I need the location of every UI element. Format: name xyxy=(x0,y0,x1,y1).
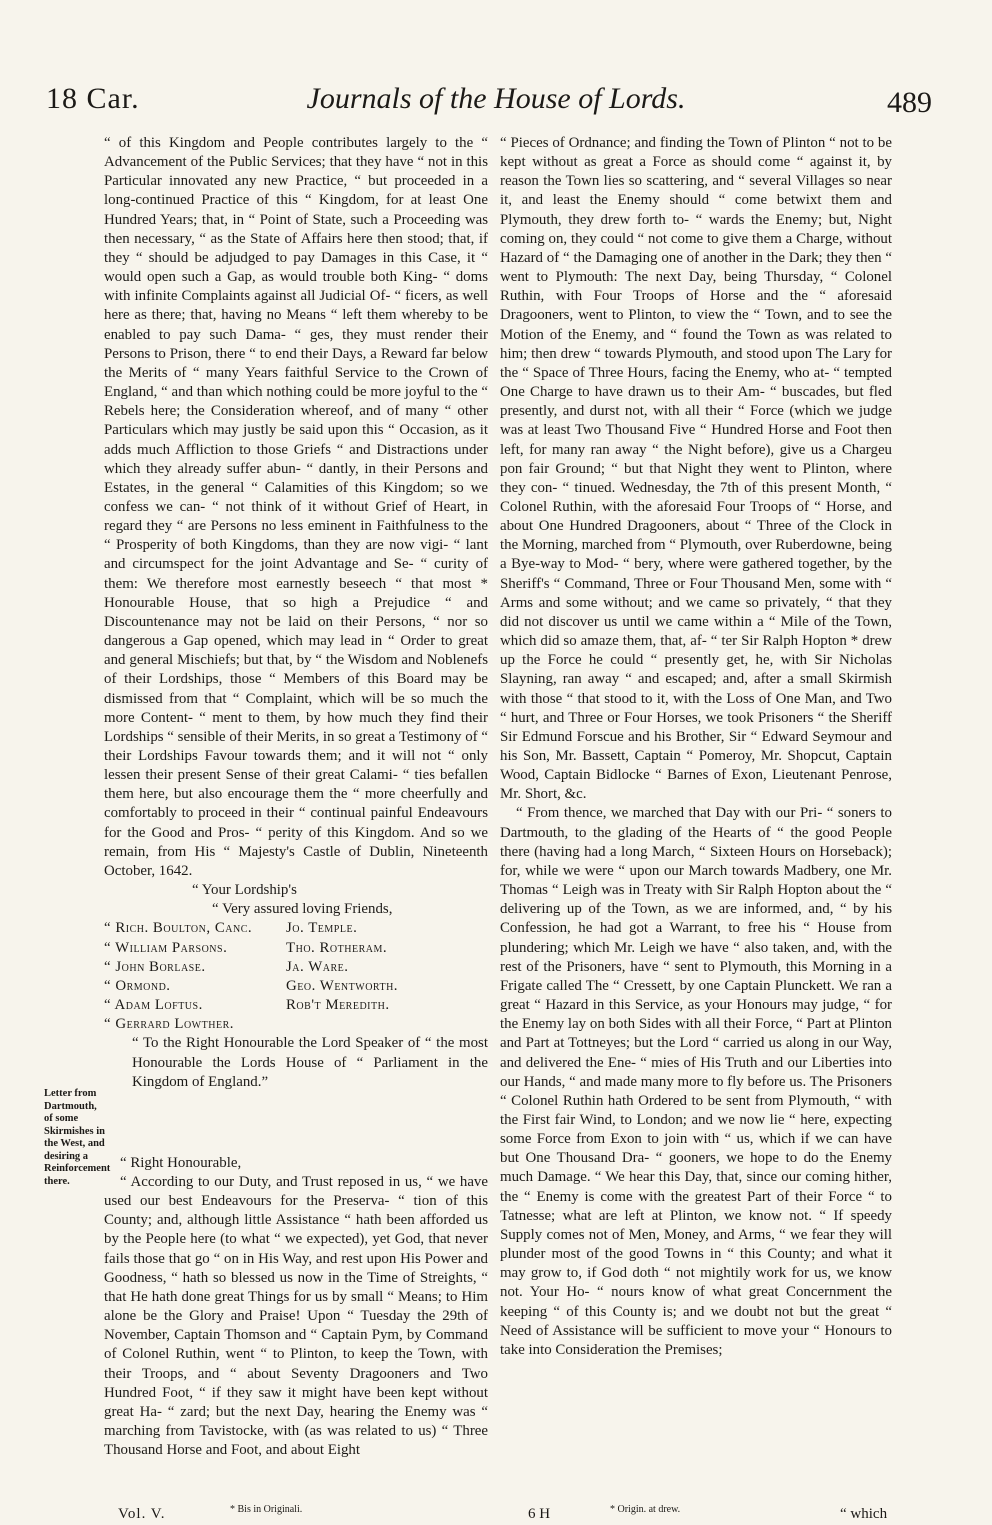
signatory: Rob't Meredith. xyxy=(286,997,390,1014)
signatory: “ John Borlase. xyxy=(104,958,206,975)
running-head-reign: 18 Car. xyxy=(46,82,140,115)
catchword: “ which xyxy=(840,1506,888,1522)
page-header xyxy=(0,76,992,126)
closing-line: “ Very assured loving Friends, xyxy=(212,901,393,918)
signatory: “ Adam Loftus. xyxy=(104,997,203,1014)
letter-body-paragraph: “ of this Kingdom and People contributes largely to the “ Advancement of the Public Services; that they have “ not in this Particular innovated any new Practice, “ but proceeded in a long-continued Practice of this “ Kingdom, for at least One Hundred Years; that, in “ Point of State, such a Proceeding was then necessary, “ as the State of Affairs here then stood; that, if they “ should be adjudged to pay Damages in this Case, it “ would open such a Gap, as would trouble both King- “ doms with infinite Complaints against all Judicial Of- “ ficers, as well here as there; that, having no Means “ left them whereby to be enabled to pay such Dama- “ ges, they must render their Persons to Prison, there “ to end their Days, a Reward far below the Merits of “ many Years faithful Service to the Crown of England, “ and than which nothing could be more joyful to the “ Rebels here; the Consideration whereof, and of many “ other Particulars which may justly be said upon this “ Occasion, as it adds much Affliction to those Griefs “ and Distractions under which they already suffer abun- “ dantly, in their Persons and Estates, in the general “ Calamities of this Kingdom; so we confess we can- “ not think of it without Grief of Heart, in regard they “ are Persons no less eminent in Faithfulness to the “ Prosperity of both Kingdoms, than they are now vigi- “ lant and circumspect for the joint Advantage and Se- “ curity of them: We therefore most earnestly beseech “ that most * Honourable House, that so high a Prejudice “ and Discountenance may not be laid on their Persons, “ nor so dangerous a Gap opened, which may lead in “ Order to great and general Mischiefs; but that, by “ the Wisdom and Noblenefs of their Lordships, those “ Members of this Board may be dismissed from that “ Complaint, which will be so much the more Content- “ ment to them, by how much they find their Lordships “ sensible of their Merits, in so great a Testimony of “ their Lordships Favour towards them; and it will not “ only lessen their present Sense of their great Calami- “ ties befallen them here, but also encourage them the “ more cheerfully and comfortably to proceed in their “ continual painful Endeavours for the Good and Pros- “ perity of this Kingdom. And so we remain, from His “ Majesty's Castle of Dublin, Nineteenth October, 1642. xyxy=(104,135,488,879)
closing-line: “ Your Lordship's xyxy=(192,882,297,899)
left-column xyxy=(104,134,488,1460)
signatory: “ William Parsons. xyxy=(104,939,228,956)
signatory: “ Gerrard Lowther. xyxy=(104,1016,234,1033)
signatories-list xyxy=(104,919,488,1034)
signatory: Ja. Ware. xyxy=(286,958,349,975)
signatory: Tho. Rotheram. xyxy=(286,939,388,956)
signatory: “ Rich. Boulton, Canc. xyxy=(104,920,253,937)
signatory: “ Ormond. xyxy=(104,977,171,994)
letter-body-paragraph: “ From thence, we marched that Day with our Pri- “ soners to Dartmouth, to the glading of the Hearts of “ the good People there (having had a long March, “ Sixteen Hours on Horseback); for, while we were “ upon our March towards Madbery, one Mr. Thomas “ Leigh was in Treaty with Sir Ralph Hopton about the “ delivering up of the Town, as we are informed, and, “ by his Confession, he had got a Warrant, to free his “ House from plundering; which Mr. Leigh we have “ also taken, and, with the rest of the Prisoners, have “ sent to Plymouth, this Morning in a Frigate called The “ Cressett, by one Captain Plunckett. We ran a great “ Hazard in this Service, as your Honours may judge, “ for the Enemy lay on both Sides with all their Force, “ Part at Plinton and Part at Tottneyes; but the Lord “ carried us along in our Way, and delivered the Ene- “ mies of His Truth and our Liberties into our Hands, “ and made many more to fly before us. The Prisoners “ Colonel Ruthin hath Ordered to be sent from Plymouth, “ with the First fair Wind, to London; and we now lie “ here, expecting some Force from Exon to join with “ us, which if we can have but One Thousand Dra- “ gooners, we hope to do the Enemy much Damage. “ We hear this Day, that, since our coming hither, the “ Enemy is come with the greatest Part of their Force “ to Tatnesse; what are left at Plinton, we know not. “ If speedy Supply comes not of Men, Money, and Arms, “ we fear they will plunder most of the good Towns in “ this County; and what it may grow to, if God doth “ not mightily work for us, we know not. Your Ho- “ nours know of what great Concernment the keeping “ of this County is; and we doubt not but the great “ Need of Assistance will be sufficient to move your “ Honours to take into Consideration the Premises; xyxy=(500,805,892,1358)
signatory: Jo. Temple. xyxy=(286,920,358,937)
section-gap xyxy=(104,1092,488,1154)
running-head-title: Journals of the House of Lords. xyxy=(306,82,686,115)
letter-address: “ To the Right Honourable the Lord Speaker of “ the most Honourable the Lords House of “ Parliament in the Kingdom of England.” xyxy=(132,1035,488,1090)
signature-mark: 6 H xyxy=(528,1506,551,1522)
right-column xyxy=(500,134,892,1360)
footnote: * Bis in Originali. xyxy=(230,1504,303,1515)
signatory xyxy=(286,1015,488,1034)
margin-note: Letter from Dartmouth, of some Skirmishes in the West, and desiring a Reinforcement there. xyxy=(44,1088,111,1187)
letter-body-paragraph: “ Pieces of Ordnance; and finding the Town of Plinton “ not to be kept without as great a Force as should come “ against it, by reason the Town lies so scattering, and “ several Villages so near it, and least the Enemy should “ come betwixt them and Plymouth, they drew forth to- “ wards the Enemy; but, Night coming on, they could “ not come to give them a Charge, without Hazard of “ the Damaging one of another in the Dark; they then “ went to Plymouth: The next Day, being Thursday, “ Colonel Ruthin, with Four Troops of Horse and the “ aforesaid Dragooners, went to Plinton, to view the “ Town, and to see the Motion of the Enemy, and “ found the Town as was related to him; then drew “ towards Plymouth, and stood upon The Lary for the “ Space of Three Hours, facing the Enemy, who at- “ tempted One Charge to have drawn us to their Am- “ buscades, but fled presently, and durst not, with all their “ Force (which we judge was at least Two Thousand Five “ Hundred Horse and Foot then left, for many ran away “ the Night before), give us a Chargeu pon fair Ground; “ but that Night they went to Plinton, where they con- “ tinued. Wednesday, the 7th of this present Month, “ Colonel Ruthin, with the aforesaid Four Troops of “ Horse, and about One Hundred Dragooners, about “ Three of the Clock in the Morning, marched from “ Plymouth, over Ruberdowne, being a Bye-way to Mod- “ bery, where were gathered together, by the Sheriff's “ Command, Three or Four Thousand Men, some with “ Arms and some without; and we came so privately, “ that they did not discover us until we came within a “ Mile of the Town, which did so amaze them, that, af- “ ter Sir Ralph Hopton * drew up the Force he could “ presently get, he, with Sir Nicholas Slayning, ran away “ and escaped; and, after a small Skirmish with those “ that stood to it, with the Loss of One Man, and Two “ hurt, and Three or Four Horses, we took Prisoners “ the Sheriff Sir Edmund Forscue and his Brother, Sir “ Edward Seymour and his Son, Mr. Bassett, Captain “ Pomeroy, Mr. Shopcut, Captain Wood, Captain Bidlocke “ Barnes of Exon, Lieutenant Penrose, Mr. Short, &c. xyxy=(500,135,892,803)
salutation: “ Right Honourable, xyxy=(120,1154,242,1171)
volume-label: Vol. V. xyxy=(118,1506,166,1522)
page-number: 489 xyxy=(887,86,932,119)
letter-body-paragraph: “ According to our Duty, and Trust reposed in us, “ we have used our best Endeavours for the Preserva- “ tion of this County; and, although little Assistance “ hath been afforded us by the People here (to what “ we expected), yet God, that never fails those that go “ on in His Way, and rest upon His Power and Goodness, “ hath so blessed us now in the Time of Streights, “ that He hath done great Things for us by small “ Means; to Him alone be the Glory and Praise! Upon “ Tuesday the 29th of November, Captain Thomson and “ Captain Pym, by Command of Colonel Ruthin, went “ to Plinton, to keep the Town, with their Troops, and “ about Seventy Dragooners and Two Hundred Foot, “ if they saw it might have been kept without great Ha- “ zard; but the next Day, hearing the Enemy was “ marching from Tavistocke, with (as was related to us) “ Three Thousand Horse and Foot, and about Eight xyxy=(104,1173,488,1459)
footnote: * Origin. at drew. xyxy=(610,1504,681,1515)
signatory: Geo. Wentworth. xyxy=(286,977,399,994)
